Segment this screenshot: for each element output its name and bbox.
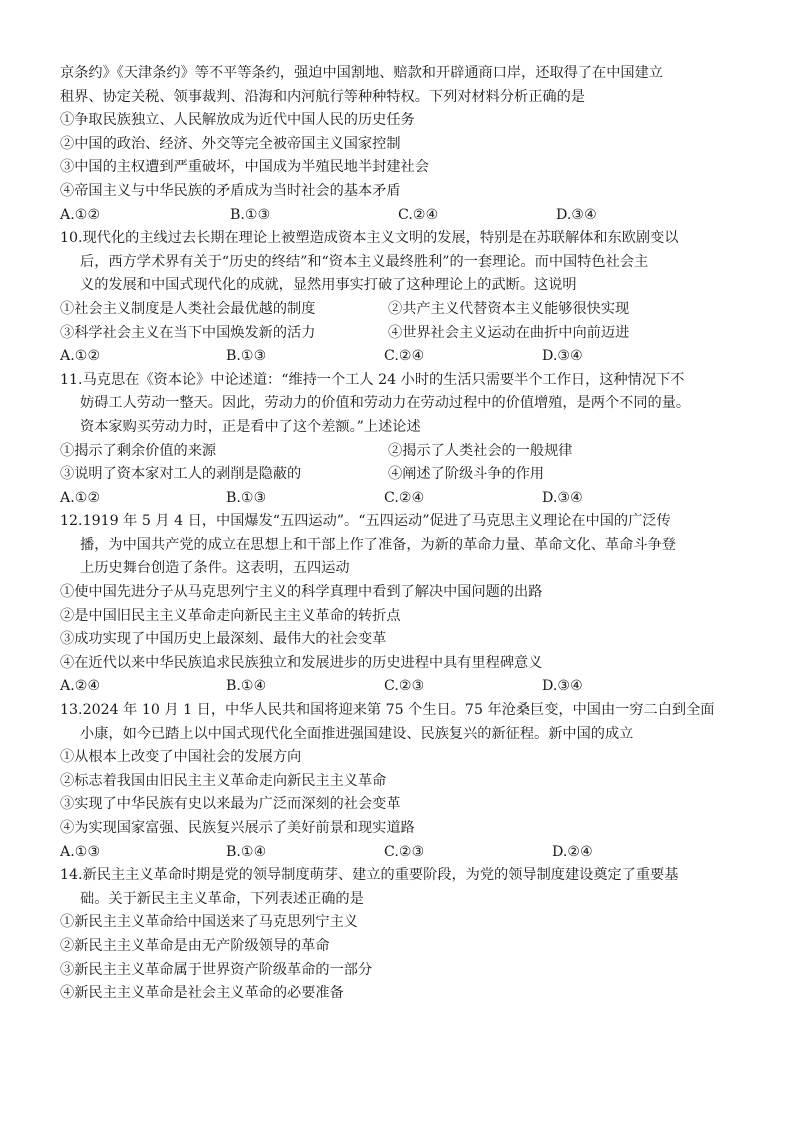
choice-d: D.③④ (542, 678, 583, 695)
choice-c: C.②④ (384, 489, 425, 506)
option-3: ③说明了资本家对工人的剥削是隐蔽的 (60, 466, 302, 483)
choice-b: B.①④ (226, 843, 267, 860)
option-row (60, 463, 750, 487)
choice-d: D.③④ (542, 348, 583, 365)
question-stem-line: 13.2024 年 10 月 1 日，中华人民共和国将迎来第 75 个生日。75 年沧桑巨变，中国由一穷二白到全面 (60, 702, 715, 719)
option-2: ②揭示了人类社会的一般规律 (388, 442, 573, 459)
option-3: ③新民主主义革命属于世界资产阶级革命的一部分 (60, 961, 373, 978)
question-stem-line: 小康，如今已踏上以中国式现代化全面推进强国建设、民族复兴的新征程。新中国的成立 (80, 725, 634, 742)
option-1: ①从根本上改变了中国社会的发展方向 (60, 749, 302, 766)
choice-c: C.②③ (384, 843, 425, 860)
question-10 (60, 227, 750, 369)
question-stem-line: 资本家购买劳动力时，正是看中了这个差额。”上述论述 (80, 418, 421, 435)
question-stem-line: 播，为中国共产党的成立在思想上和干部上作了准备，为新的革命力量、革命文化、革命斗争登 (80, 536, 676, 553)
question-stem-line: 10.现代化的主线过去长期在理论上被塑造成资本主义文明的发展，特别是在苏联解体和东欧剧变以 (60, 230, 679, 247)
option-3: ③实现了中华民族有史以来最为广泛而深刻的社会变革 (60, 796, 401, 813)
question-stem-line: 妨碍工人劳动一整天。因此，劳动力的价值和劳动力在劳动过程中的价值增殖，是两个不同的量。 (80, 395, 691, 412)
option-row (60, 322, 750, 346)
choice-b: B.①③ (226, 348, 267, 365)
choice-a: A.①② (60, 206, 101, 223)
option-4: ④为实现国家富强、民族复兴展示了美好前景和现实道路 (60, 820, 415, 836)
option-4: ④在近代以来中华民族追求民族独立和发展进步的历史进程中具有里程碑意义 (60, 654, 543, 671)
choice-d: D.②④ (552, 843, 593, 860)
answer-choices (60, 675, 750, 699)
question-9 (60, 62, 750, 227)
answer-choices (60, 345, 750, 369)
option-2: ②中国的政治、经济、外交等完全被帝国主义国家控制 (60, 135, 401, 152)
option-3: ③科学社会主义在当下中国焕发新的活力 (60, 324, 316, 341)
option-1: ①揭示了剩余价值的来源 (60, 442, 217, 459)
option-4: ④帝国主义与中华民族的矛盾成为当时社会的基本矛盾 (60, 182, 401, 199)
option-1: ①使中国先进分子从马克思列宁主义的科学真理中看到了解决中国问题的出路 (60, 584, 543, 601)
option-1: ①新民主主义革命给中国送来了马克思列宁主义 (60, 914, 358, 931)
exam-page (60, 62, 750, 1006)
answer-choices (60, 841, 750, 865)
option-4: ④世界社会主义运动在曲折中向前迈进 (388, 324, 630, 341)
question-14 (60, 864, 750, 1006)
answer-choices (60, 487, 750, 511)
question-stem-line: 础。关于新民主主义革命，下列表述正确的是 (80, 890, 364, 907)
option-1: ①社会主义制度是人类社会最优越的制度 (60, 300, 316, 317)
question-stem-line: 12.1919 年 5 月 4 日，中国爆发“五四运动”。“五四运动”促进了马克思主义理论在中国的广泛传 (60, 513, 671, 530)
choice-c: C.②④ (398, 206, 439, 223)
question-12 (60, 510, 750, 699)
question-stem-line: 租界、协定关税、领事裁判、沿海和内河航行等种种特权。下列对材料分析正确的是 (60, 88, 585, 105)
option-4: ④阐述了阶级斗争的作用 (388, 466, 545, 483)
option-2: ②共产主义代替资本主义能够很快实现 (388, 300, 630, 317)
choice-a: A.①② (60, 489, 101, 506)
option-row (60, 298, 750, 322)
question-stem-line: 后，西方学术界有关于“历史的终结”和“资本主义最终胜利”的一套理论。而中国特色社会主 (80, 253, 649, 270)
choice-b: B.①③ (226, 489, 267, 506)
option-3: ③中国的主权遭到严重破坏，中国成为半殖民地半封建社会 (60, 159, 429, 176)
choice-c: C.②④ (384, 348, 425, 365)
question-13 (60, 699, 750, 864)
answer-choices (60, 204, 750, 228)
choice-d: D.③④ (556, 206, 597, 223)
choice-b: B.①③ (230, 206, 271, 223)
option-4: ④新民主主义革命是社会主义革命的必要准备 (60, 985, 344, 1002)
question-stem-line: 京条约》《天津条约》等不平等条约，强迫中国割地、赔款和开辟通商口岸，还取得了在中国建立 (60, 65, 663, 81)
choice-a: A.②④ (60, 678, 101, 695)
question-stem-line: 14.新民主主义革命时期是党的领导制度萌芽、建立的重要阶段，为党的领导制度建设奠定了重要基 (60, 867, 679, 884)
question-stem-line: 11.马克思在《资本论》中论述道：“维持一个工人 24 小时的生活只需要半个工作日，这种情况下不 (60, 371, 685, 388)
option-3: ③成功实现了中国历史上最深刻、最伟大的社会变革 (60, 631, 387, 648)
question-stem-line: 义的发展和中国式现代化的成就，显然用事实打破了这种理论上的武断。这说明 (80, 277, 577, 294)
option-row (60, 440, 750, 464)
option-2: ②新民主主义革命是由无产阶级领导的革命 (60, 937, 330, 954)
choice-b: B.①④ (226, 678, 267, 695)
option-2: ②标志着我国由旧民主主义革命走向新民主主义革命 (60, 772, 387, 789)
choice-a: A.①② (60, 348, 101, 365)
question-11 (60, 369, 750, 511)
option-2: ②是中国旧民主主义革命走向新民主主义革命的转折点 (60, 607, 401, 624)
question-stem-line: 上历史舞台创造了条件。这表明，五四运动 (80, 560, 350, 577)
option-1: ①争取民族独立、人民解放成为近代中国人民的历史任务 (60, 112, 415, 129)
choice-d: D.③④ (542, 489, 583, 506)
choice-a: A.①③ (60, 843, 101, 860)
choice-c: C.②③ (384, 678, 425, 695)
